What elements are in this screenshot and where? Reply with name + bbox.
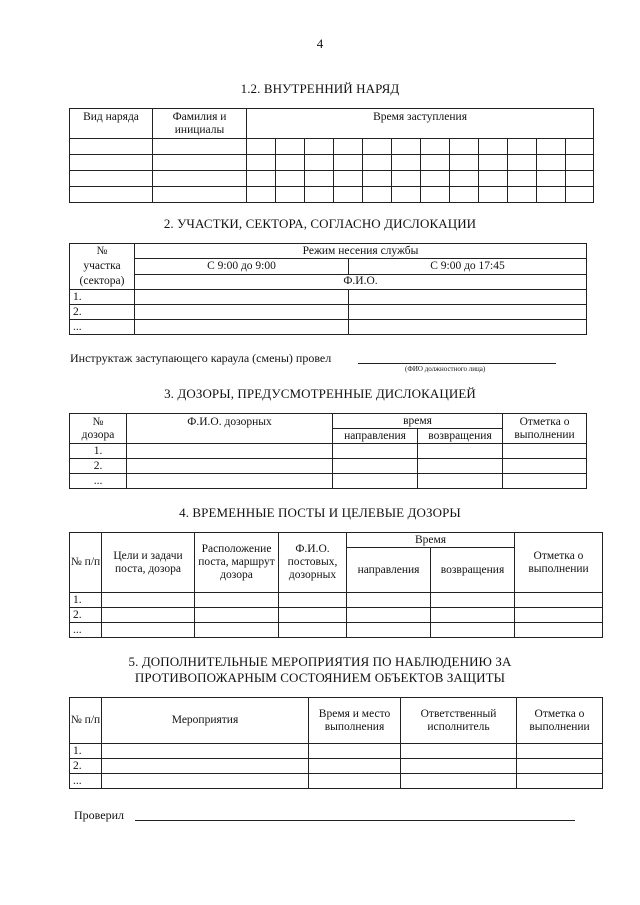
col-sector-number: № участка (сектора) [70,244,135,290]
time-9-9: С 9:00 до 9:00 [135,259,349,274]
col-measure-mark: Отметка о выполнении [517,698,603,744]
table-row: 2. [70,459,587,474]
table-row [70,155,594,171]
table-row: 2. [70,759,603,774]
col-location: Расположение поста, маршрут дозора [195,533,279,593]
col-service-mode: Режим несения службы [135,244,587,259]
col-fio: Ф.И.О. [135,274,587,289]
col-post-mark: Отметка о выполнении [515,533,603,593]
col-post-fio: Ф.И.О. постовых, дозорных [279,533,347,593]
inner-duty-table [69,108,594,203]
checked-signature-line[interactable] [135,820,575,821]
table-row: 1. [70,593,603,608]
page-number: 4 [316,36,324,51]
table-row: 2. [70,608,603,623]
col-duty-type: Вид наряда [70,109,153,139]
col-patrol-number: № дозора [70,414,127,444]
col-direction: направления [333,429,418,444]
section-2-title: 2. УЧАСТКИ, СЕКТОРА, СОГЛАСНО ДИСЛОКАЦИИ [163,216,477,231]
col-post-number: № п/п [70,533,102,593]
briefing-signature-line[interactable] [358,363,556,364]
table-row: ... [70,474,587,489]
col-return: возвращения [431,548,515,593]
table-row: ... [70,320,587,335]
briefing-caption: (ФИО должностного лица) [405,365,486,373]
table-row: 2. [70,305,587,320]
additional-measures-table [69,697,603,789]
table-row [70,171,594,187]
checked-label: Проверил [74,808,124,822]
table-row: ... [70,774,603,789]
col-patrol-time: время [333,414,503,429]
table-row: 1. [70,444,587,459]
section-5-title-line-1: 5. ДОПОЛНИТЕЛЬНЫЕ МЕРОПРИЯТИЯ ПО НАБЛЮДЕНИЮ ЗА [128,654,512,669]
table-row [70,187,594,203]
col-shift-time: Время заступления [247,109,594,139]
col-return: возвращения [418,429,503,444]
col-time-place: Время и место выполнения [309,698,401,744]
col-direction: направления [347,548,431,593]
time-9-1745: С 9:00 до 17:45 [349,259,587,274]
section-3-title: 3. ДОЗОРЫ, ПРЕДУСМОТРЕННЫЕ ДИСЛОКАЦИЕЙ [164,386,476,401]
sectors-table [69,243,587,335]
briefing-label: Инструктаж заступающего караула (смены) провел [70,351,332,365]
section-5-title-line-2: ПРОТИВОПОЖАРНЫМ СОСТОЯНИЕМ ОБЪЕКТОВ ЗАЩИТЫ [134,670,506,685]
section-1-title: 1.2. ВНУТРЕННИЙ НАРЯД [240,81,400,96]
table-row [70,139,594,155]
temporary-posts-table [69,532,603,638]
table-row: ... [70,623,603,638]
col-post-time: Время [347,533,515,548]
col-patrol-fio: Ф.И.О. дозорных [127,414,333,444]
col-measure-number: № п/п [70,698,102,744]
section-4-title: 4. ВРЕМЕННЫЕ ПОСТЫ И ЦЕЛЕВЫЕ ДОЗОРЫ [179,505,461,520]
patrols-table [69,413,587,489]
col-measures: Мероприятия [102,698,309,744]
col-patrol-mark: Отметка о выполнении [503,414,587,444]
col-responsible: Ответственный исполнитель [401,698,517,744]
table-row: 1. [70,290,587,305]
col-name-initials: Фамилия и инициалы [153,109,247,139]
col-goals: Цели и задачи поста, дозора [102,533,195,593]
table-row: 1. [70,744,603,759]
